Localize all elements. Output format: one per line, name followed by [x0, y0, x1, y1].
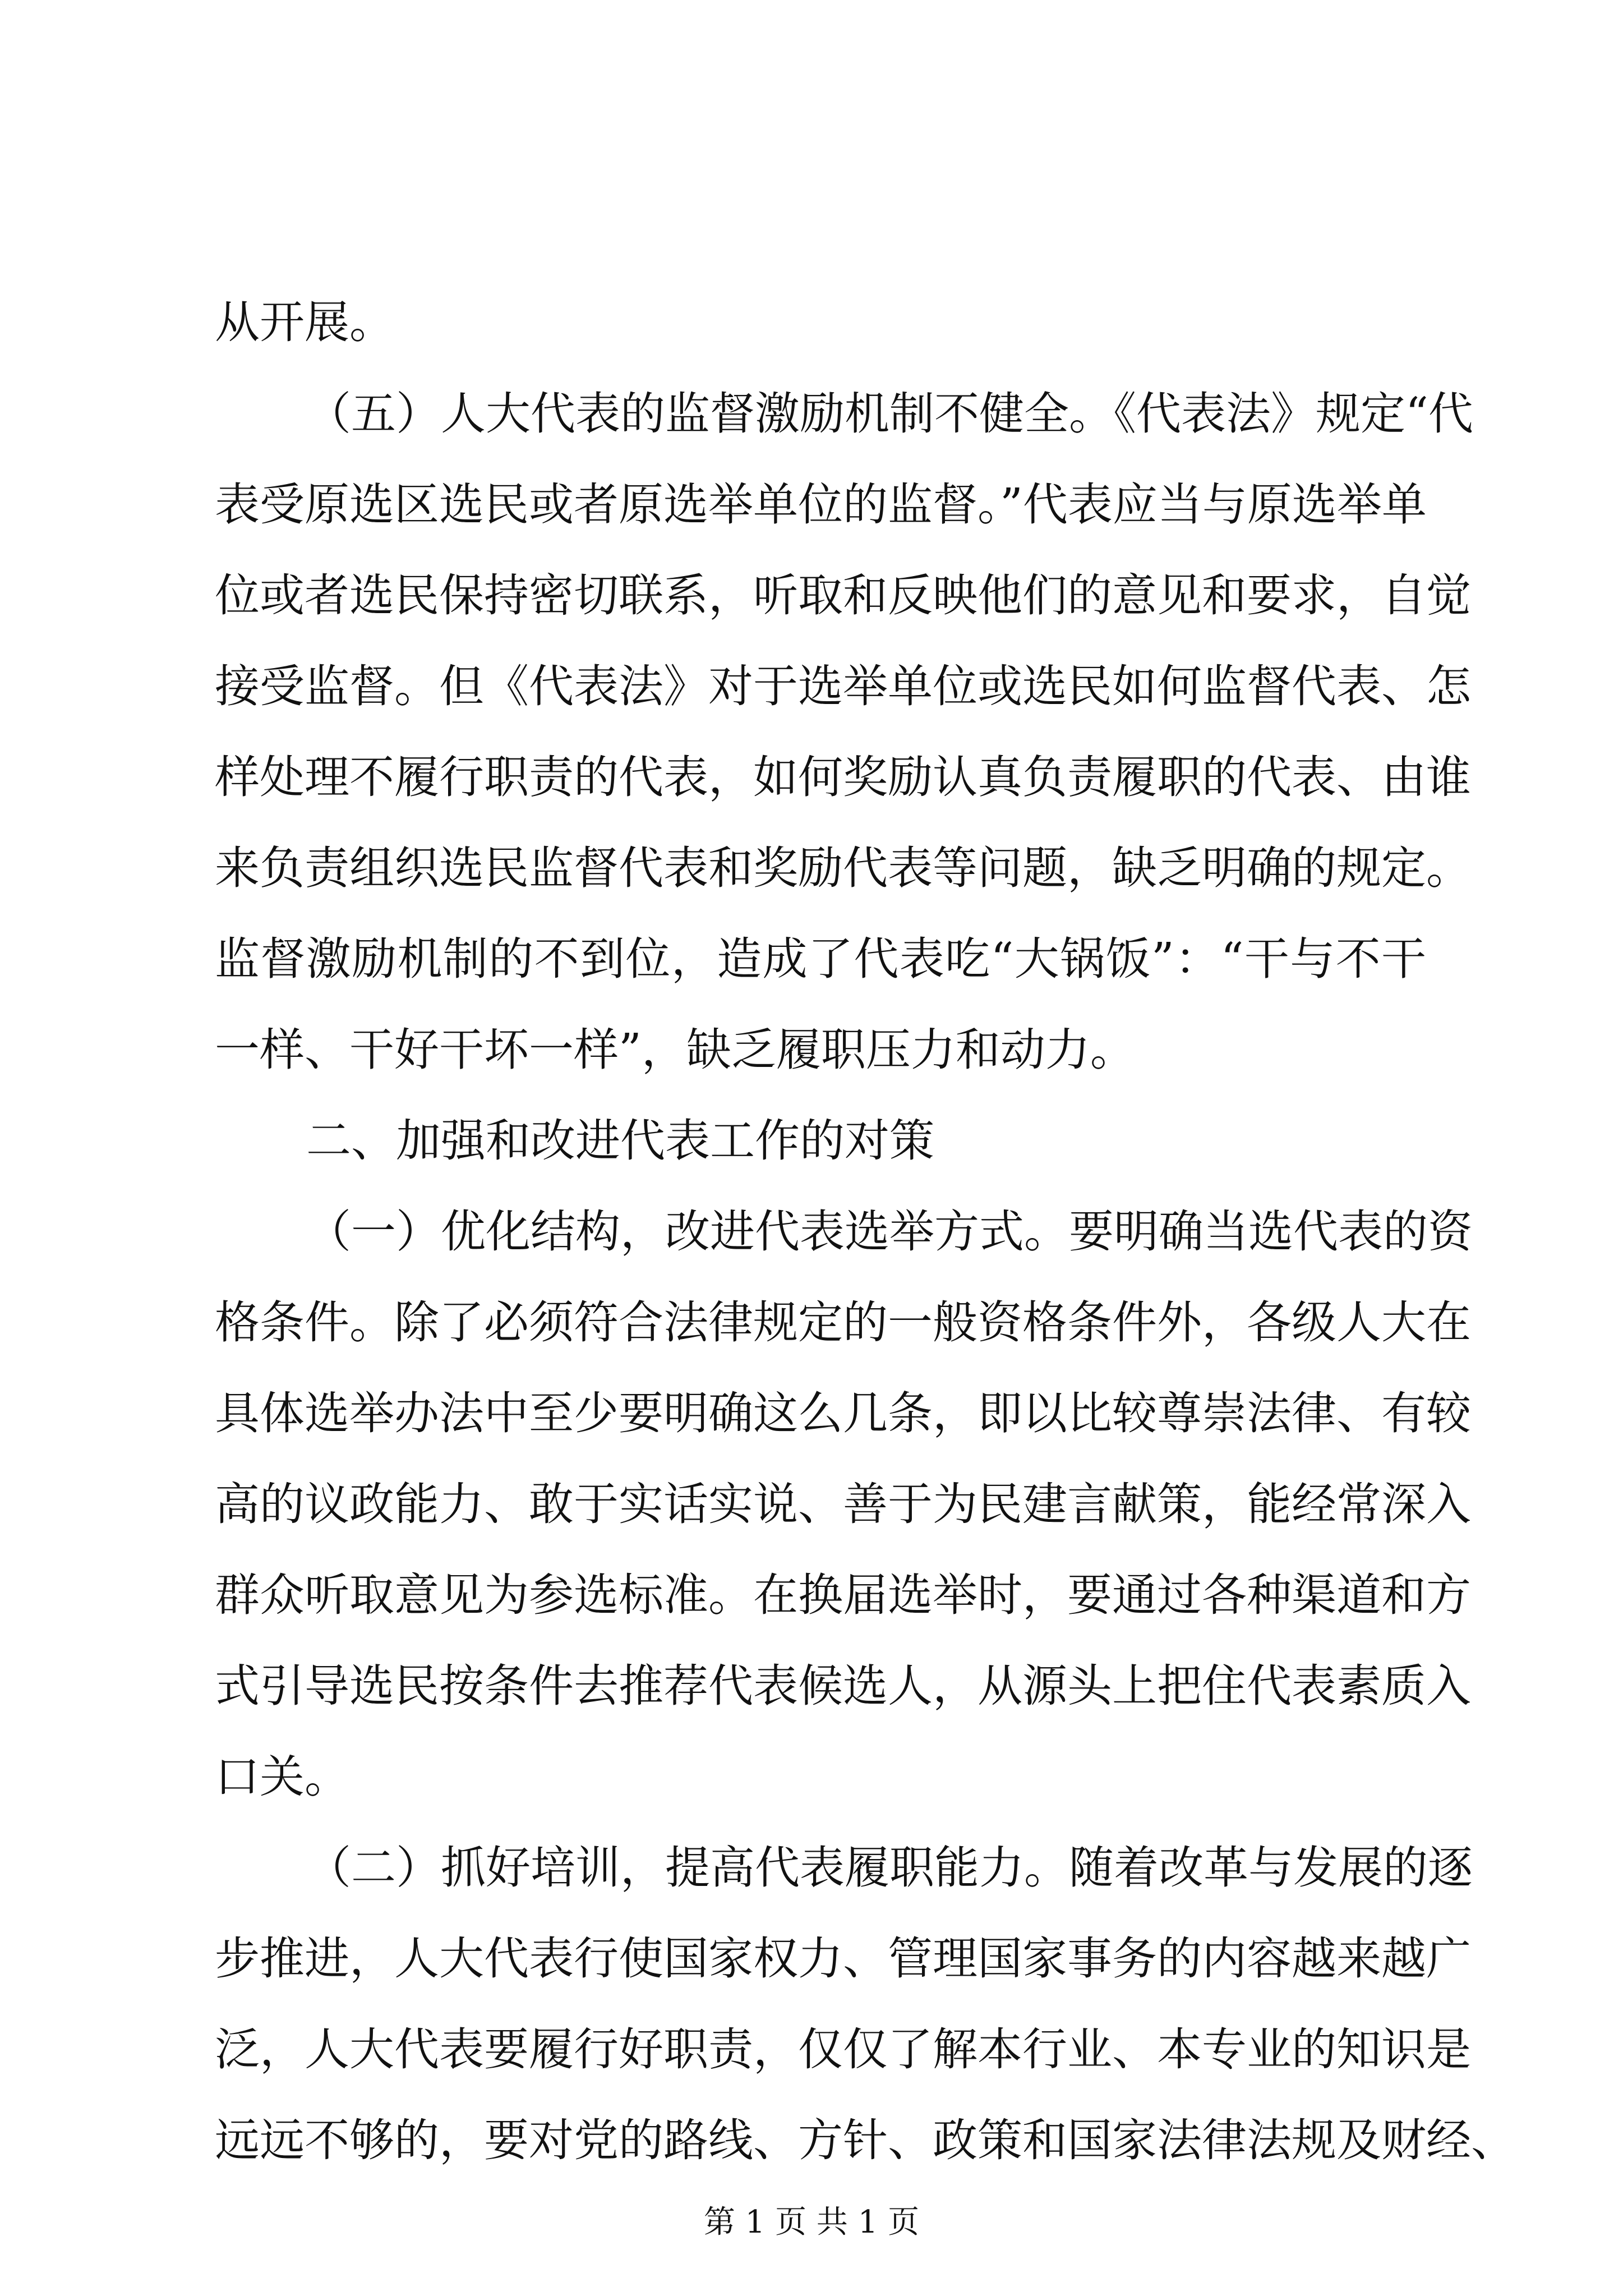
text-line: 口关。 — [215, 1751, 349, 1803]
text-line: 步推进，人大代表行使国家权力、管理国家事务的内容越来越广 — [215, 1932, 1471, 1985]
page-footer: 第 1 页 共 1 页 — [703, 2204, 920, 2240]
text-line: （二）抓好培训，提高代表履职能力。随着改革与发展的逐 — [306, 1842, 1473, 1894]
text-line: 接受监督。但《代表法》对于选举单位或选民如何监督代表、怎 — [215, 660, 1471, 712]
text-line: 式引导选民按条件去推荐代表候选人，从源头上把住代表素质入 — [215, 1660, 1471, 1712]
text-line: 样处理不履行职责的代表，如何奖励认真负责履职的代表、由谁 — [215, 751, 1471, 803]
text-line: 位或者选民保持密切联系，听取和反映他们的意见和要求，自觉 — [215, 569, 1471, 622]
section-heading: 二、加强和改进代表工作的对策 — [306, 1115, 934, 1167]
text-line: 高的议政能力、敢于实话实说、善于为民建言献策，能经常深入 — [215, 1478, 1471, 1530]
text-line: 远远不够的，要对党的路线、方针、政策和国家法律法规及财经、 — [215, 2114, 1516, 2166]
text-line: 从开展。 — [215, 296, 394, 348]
text-line: （五）人大代表的监督激励机制不健全。《代表法》规定“代 — [306, 388, 1473, 440]
text-line: （一）优化结构，改进代表选举方式。要明确当选代表的资 — [306, 1205, 1473, 1258]
text-line: 群众听取意见为参选标准。在换届选举时，要通过各种渠道和方 — [215, 1569, 1471, 1621]
text-line: 监督激励机制的不到位，造成了代表吃“大锅饭”：“干与不干 — [215, 933, 1426, 985]
text-line: 具体选举办法中至少要明确这么几条，即以比较尊崇法律、有较 — [215, 1387, 1471, 1439]
text-line: 格条件。除了必须符合法律规定的一般资格条件外，各级人大在 — [215, 1296, 1471, 1349]
text-line: 来负责组织选民监督代表和奖励代表等问题，缺乏明确的规定。 — [215, 842, 1471, 894]
text-line: 泛，人大代表要履行好职责，仅仅了解本行业、本专业的知识是 — [215, 2023, 1471, 2076]
text-line: 表受原选区选民或者原选举单位的监督。”代表应当与原选举单 — [215, 478, 1427, 531]
text-line: 一样、干好干坏一样”，缺乏履职压力和动力。 — [215, 1024, 1135, 1076]
